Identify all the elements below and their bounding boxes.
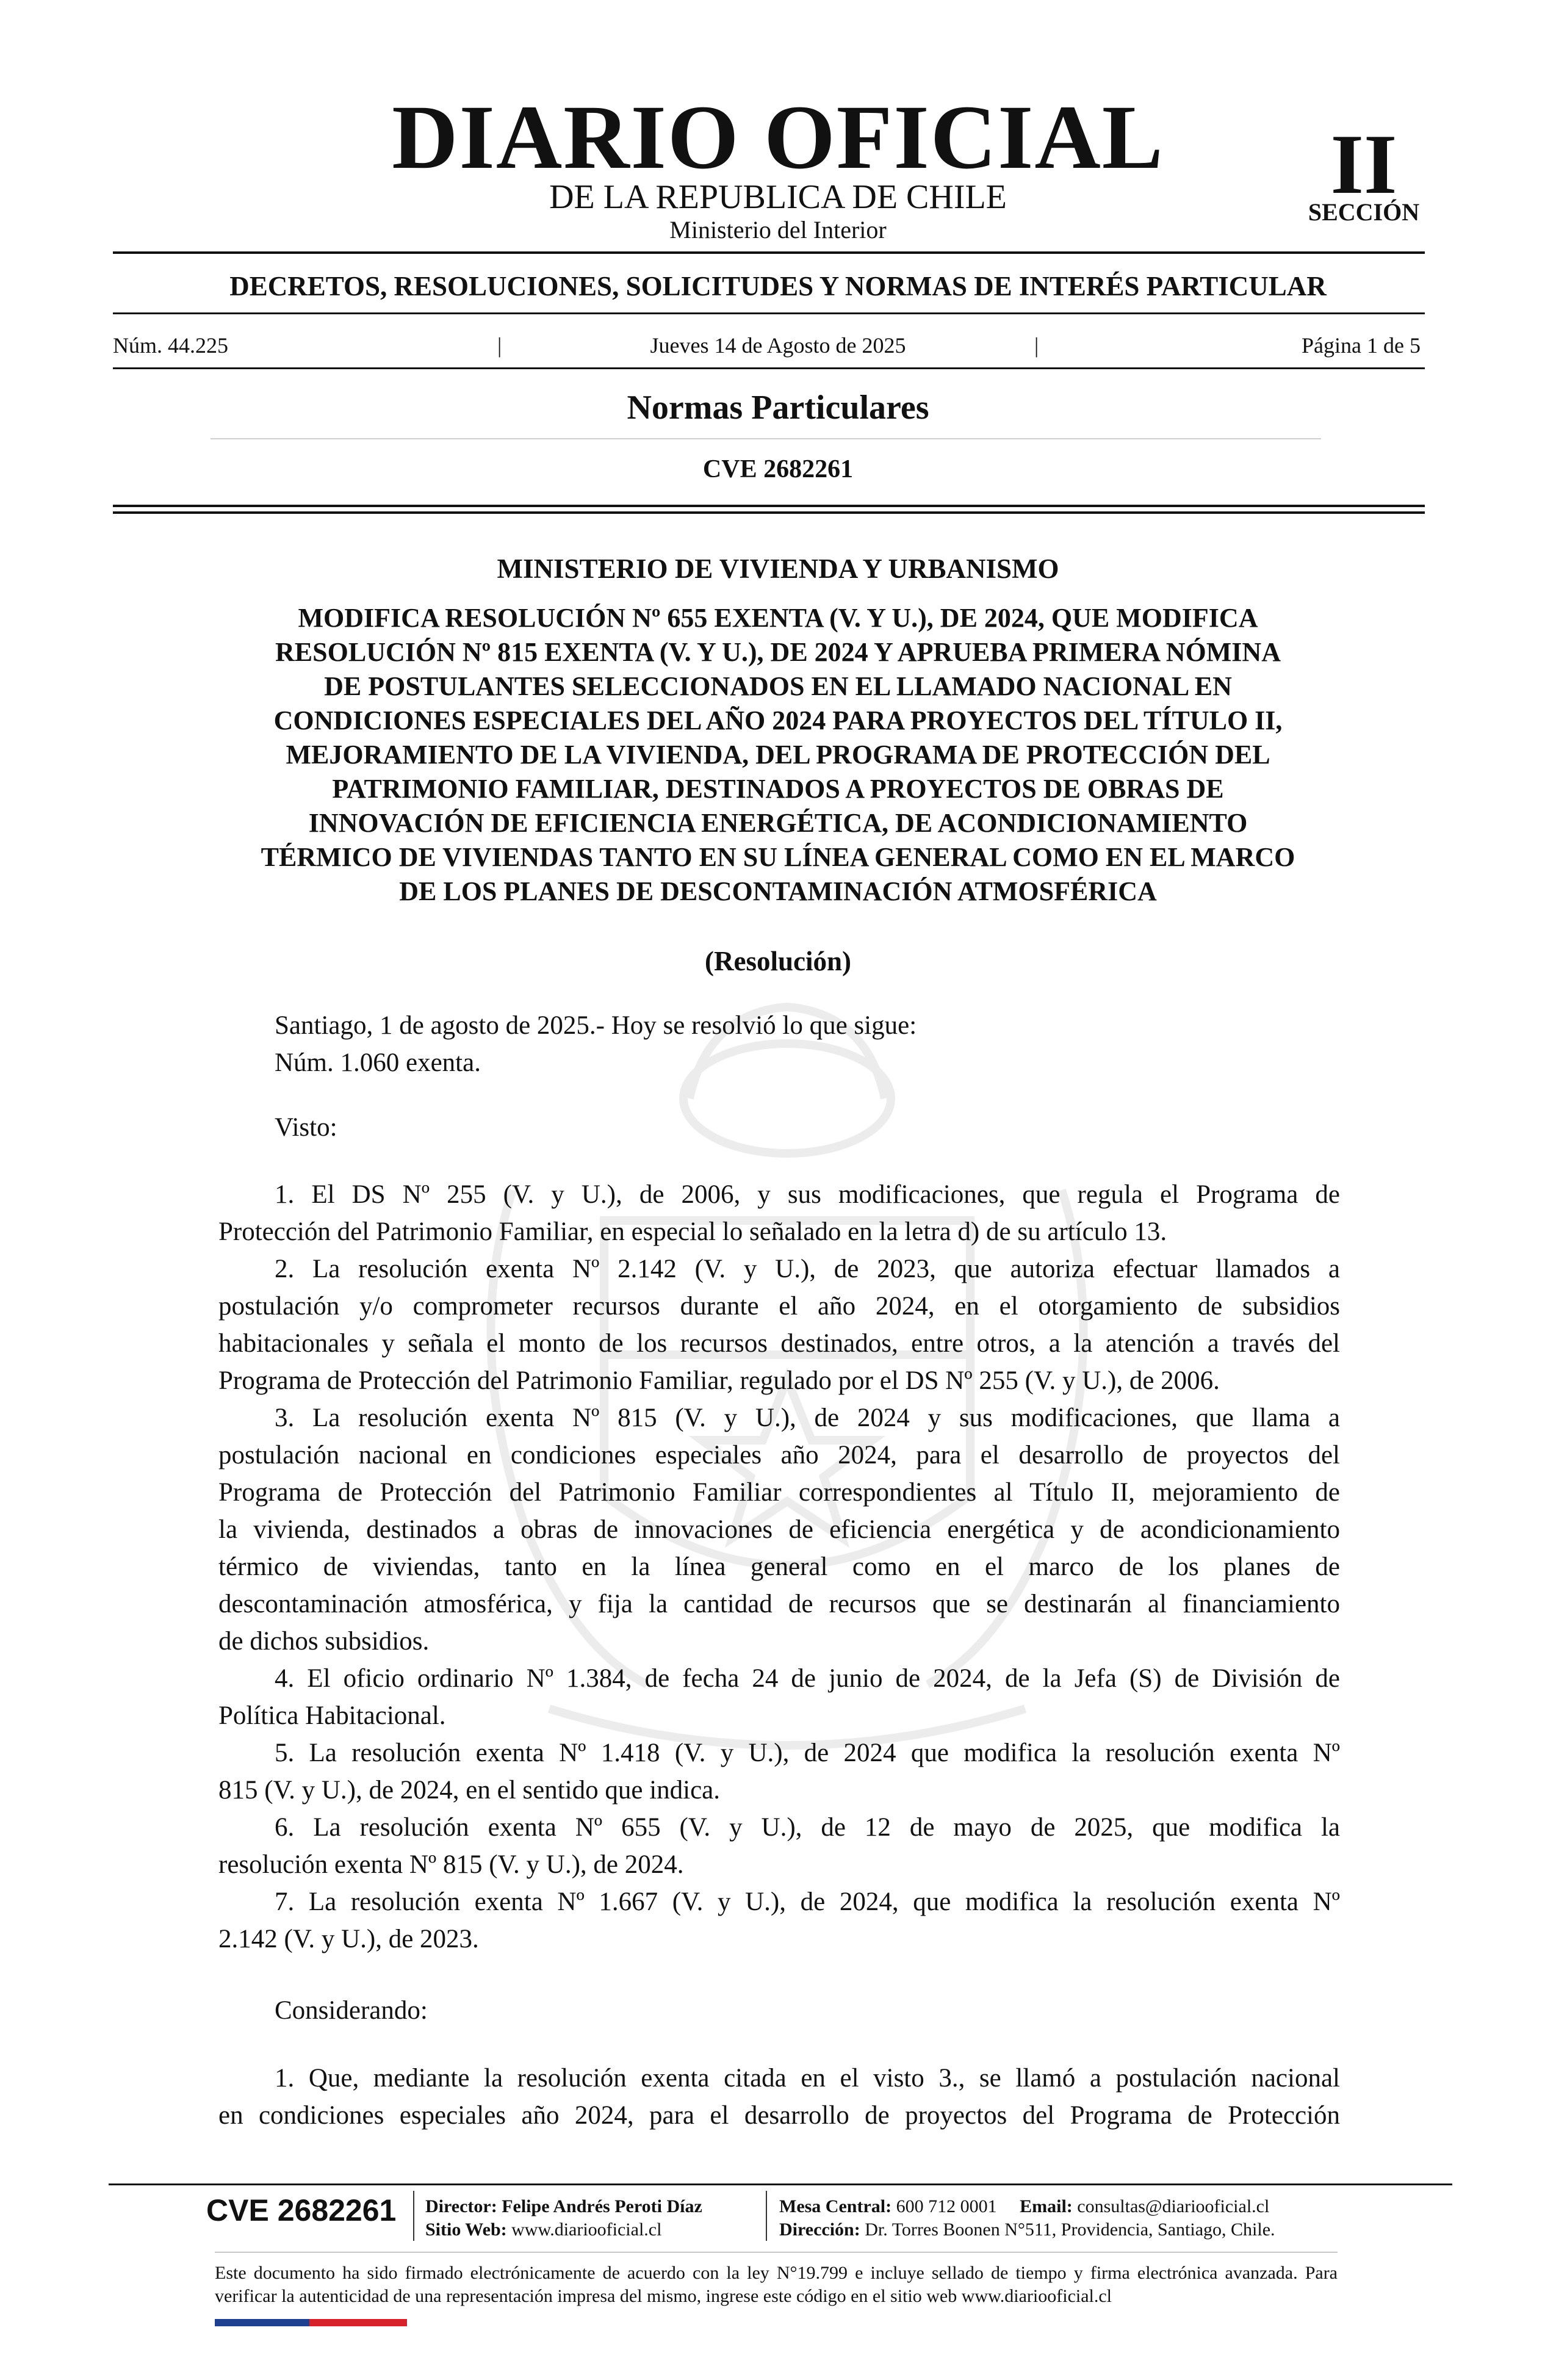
considerando-label: Considerando: bbox=[275, 1996, 428, 2025]
title-line: MEJORAMIENTO DE LA VIVIENDA, DEL PROGRAMA DE PROTECCIÓN DEL bbox=[286, 740, 1270, 770]
footer-contact-info: Mesa Central: 600 712 0001 Email: consultas@diariooficial.cl Dirección: Dr. Torres Boonen N°511, Providencia, Santiago, Chile. bbox=[779, 2196, 1275, 2240]
visto-item-2: 2. La resolución exenta Nº 2.142 (V. y U.), de 2023, que autoriza efectuar llamados a postulación y/o comprometer recursos durante el año 2024, en el otorgamiento de subsidios habitacionales y señala el monto de los recursos destinados, entre otros, a la atención a través del Programa de Protección del Patrimonio Familiar, regulado por el DS Nº 255 (V. y U.), de 2006. bbox=[218, 1255, 1340, 1395]
contact-email: consultas@diariooficial.cl bbox=[1077, 2196, 1270, 2216]
section-numeral: II bbox=[1330, 117, 1397, 212]
section-label: SECCIÓN bbox=[1308, 198, 1420, 226]
director-name: Felipe Andrés Peroti Díaz bbox=[502, 2196, 702, 2216]
title-line: TÉRMICO DE VIVIENDAS TANTO EN SU LÍNEA GENERAL COMO EN EL MARCO bbox=[261, 842, 1295, 872]
banner-rule bbox=[113, 312, 1425, 314]
cve-code: CVE 2682261 bbox=[702, 455, 854, 483]
footer-director-info: Director: Felipe Andrés Peroti Díaz Sitio Web: www.diariooficial.cl bbox=[425, 2196, 702, 2240]
footer-divider bbox=[766, 2191, 767, 2241]
issue-separator: | bbox=[497, 333, 502, 358]
visto-item-3: 3. La resolución exenta Nº 815 (V. y U.), de 2024 y sus modificaciones, que llama a postulación nacional en condiciones especiales año 2024, para el desarrollo de proyectos del Programa de Protección del Patrimonio Familiar correspondientes al Título II, mejoramiento de la vivienda, destinados a obras de innovaciones de eficiencia energética y de acondicionamiento térmico de viviendas, tanto en la línea general como en el marco de los planes de descontaminación atmosférica, y fija la cantidad de recursos que se destinarán al financiamiento de dichos subsidios. bbox=[218, 1404, 1340, 1656]
issue-rule bbox=[113, 367, 1425, 369]
visto-item-1: 1. El DS Nº 255 (V. y U.), de 2006, y sus modificaciones, que regula el Programa de Protección del Patrimonio Familiar, en especial lo señalado en la letra d) de su artículo 13. bbox=[218, 1180, 1340, 1246]
footer-cve-code: CVE 2682261 bbox=[206, 2193, 397, 2227]
banner-heading: DECRETOS, RESOLUCIONES, SOLICITUDES Y NORMAS DE INTERÉS PARTICULAR bbox=[229, 271, 1327, 301]
visto-item-4: 4. El oficio ordinario Nº 1.384, de fecha 24 de junio de 2024, de la Jefa (S) de División de Política Habitacional. bbox=[218, 1664, 1340, 1730]
masthead-title: DIARIO OFICIAL bbox=[392, 87, 1164, 188]
masthead-subtitle: DE LA REPUBLICA DE CHILE bbox=[549, 178, 1007, 216]
resolution-title bbox=[214, 601, 1342, 909]
site-url: www.diariooficial.cl bbox=[511, 2220, 662, 2240]
title-line: MODIFICA RESOLUCIÓN Nº 655 EXENTA (V. Y U.), DE 2024, QUE MODIFICA bbox=[298, 603, 1258, 633]
header-double-rule-bottom bbox=[113, 511, 1425, 514]
title-line: DE POSTULANTES SELECCIONADOS EN EL LLAMADO NACIONAL EN bbox=[324, 671, 1232, 701]
opening-line: Santiago, 1 de agosto de 2025.- Hoy se resolvió lo que sigue: bbox=[275, 1011, 917, 1040]
resolution-type-label: (Resolución) bbox=[705, 946, 851, 976]
title-line: RESOLUCIÓN Nº 815 EXENTA (V. Y U.), DE 2024 Y APRUEBA PRIMERA NÓMINA bbox=[275, 637, 1281, 667]
opening-line: Núm. 1.060 exenta. bbox=[275, 1048, 481, 1077]
visto-item-5: 5. La resolución exenta Nº 1.418 (V. y U.), de 2024 que modifica la resolución exenta Nº 815 (V. y U.), de 2024, en el sentido que indica. bbox=[218, 1739, 1340, 1805]
header-double-rule-top bbox=[113, 505, 1425, 507]
visto-item-7: 7. La resolución exenta Nº 1.667 (V. y U.), de 2024, que modifica la resolución exenta Nº 2.142 (V. y U.), de 2023. bbox=[218, 1888, 1340, 1953]
title-line: DE LOS PLANES DE DESCONTAMINACIÓN ATMOSFÉRICA bbox=[399, 876, 1157, 906]
issue-page: Página 1 de 5 bbox=[1302, 333, 1421, 358]
flag-stripe-red bbox=[309, 2319, 407, 2326]
section-heading-rule bbox=[211, 438, 1321, 439]
issue-separator: | bbox=[1034, 333, 1039, 358]
issue-number: Núm. 44.225 bbox=[113, 333, 228, 358]
issue-date: Jueves 14 de Agosto de 2025 bbox=[650, 333, 906, 358]
section-heading: Normas Particulares bbox=[627, 389, 929, 427]
title-line: PATRIMONIO FAMILIAR, DESTINADOS A PROYECTOS DE OBRAS DE bbox=[332, 774, 1224, 804]
masthead-ministry: Ministerio del Interior bbox=[669, 216, 887, 243]
considerando-item-1: 1. Que, mediante la resolución exenta citada en el visto 3., se llamó a postulación nacional en condiciones especiales año 2024, para el desarrollo de proyectos del Programa de Protección bbox=[218, 2064, 1340, 2130]
visto-label: Visto: bbox=[275, 1113, 337, 1142]
flag-stripe-blue bbox=[215, 2319, 309, 2326]
visto-item-6: 6. La resolución exenta Nº 655 (V. y U.), de 12 de mayo de 2025, que modifica la resolución exenta Nº 815 (V. y U.), de 2024. bbox=[218, 1813, 1340, 1879]
footer-divider bbox=[413, 2191, 414, 2241]
mesa-phone: 600 712 0001 bbox=[896, 2196, 997, 2216]
ministry-heading: MINISTERIO DE VIVIENDA Y URBANISMO bbox=[497, 554, 1059, 584]
office-address: Dr. Torres Boonen N°511, Providencia, Santiago, Chile. bbox=[865, 2220, 1275, 2240]
opening-paragraph bbox=[275, 1007, 917, 1081]
title-line: CONDICIONES ESPECIALES DEL AÑO 2024 PARA PROYECTOS DEL TÍTULO II, bbox=[273, 705, 1283, 735]
footer-legal-notice: Este documento ha sido firmado electrónicamente de acuerdo con la ley N°19.799 e incluye sellado de tiempo y firma electrónica avanzada. Para verificar la autenticidad de una representación impresa del mismo, ingrese este código en el sitio web www.diariooficial.cl bbox=[215, 2263, 1338, 2306]
masthead-rule bbox=[113, 251, 1425, 254]
title-line: INNOVACIÓN DE EFICIENCIA ENERGÉTICA, DE ACONDICIONAMIENTO bbox=[308, 808, 1248, 838]
footer-rule bbox=[109, 2183, 1452, 2185]
